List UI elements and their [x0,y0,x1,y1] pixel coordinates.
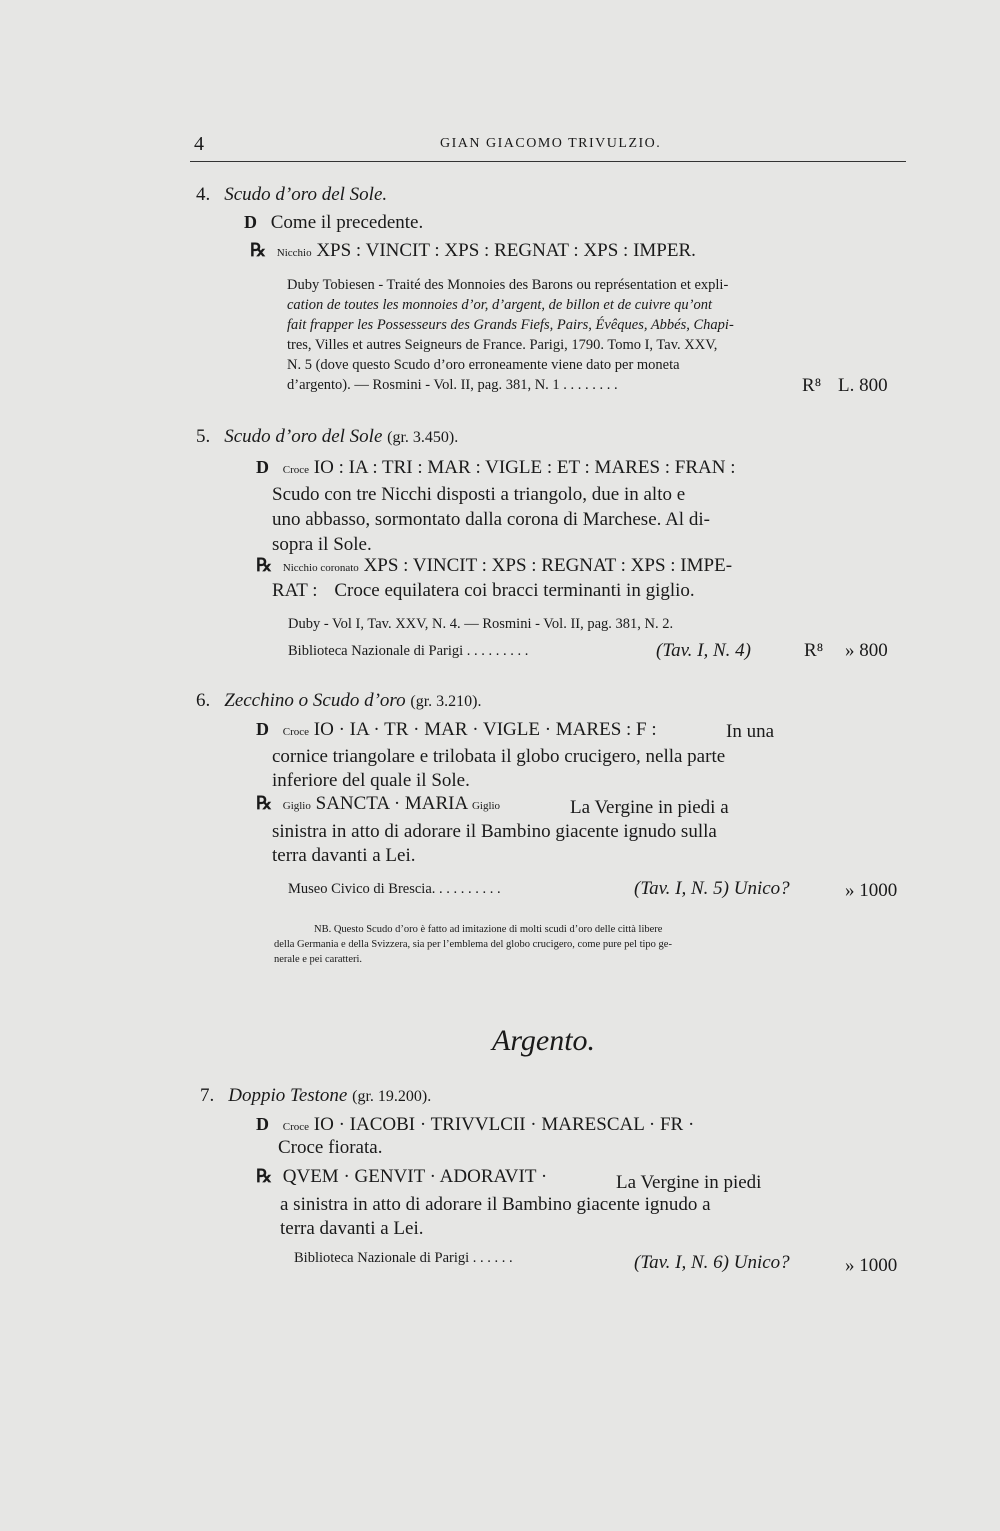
obverse-symbol: D [244,212,257,232]
entry-5-references: Duby - Vol I, Tav. XXV, N. 4. — Rosmini - Vol. II, pag. 381, N. 2. [288,616,674,632]
entry-7-title: 7. Doppio Testone (gr. 19.200). [200,1085,432,1106]
entry-6-obverse-desc: cornice triangolare e trilobata il globo crucigero, nella parte inferiore del quale il Sole. [272,746,726,791]
entry-7-obverse: D Croce IO · IACOBI · TRIVVLCII · MARESCAL · FR · [256,1114,695,1135]
entry-5-obverse-desc: Scudo con tre Nicchi disposti a triangolo, due in alto e uno abbasso, sormontato dalla corona di Marchese. Al di- sopra il Sole. [272,484,710,555]
entry-6-obverse: D Croce IO · IA · TR · MAR · VIGLE · MARES : F : [256,719,657,740]
entry-5-reverse: ℞ Nicchio coronato XPS : VINCIT : XPS : REGNAT : XPS : IMPE- [256,555,733,576]
entry-7-reverse: ℞ QVEM · GENVIT · ADORAVIT · [256,1166,548,1187]
entry-4-title: 4. Scudo d’oro del Sole. [196,184,388,205]
entry-6-note: NB. Questo Scudo d’oro è fatto ad imitazione di molti scudi d’oro delle città libere della Germania e della Svizzera, sia per l’emblema del globo crucigero, come pure pel tipo ge- nerale e pei caratteri. [274,924,672,965]
entry-7-location: Biblioteca Nazionale di Parigi . . . . . . [294,1250,513,1266]
entry-4-price: L. 800 [838,375,888,396]
section-heading: Argento. [492,1024,596,1057]
entry-7-price: » 1000 [845,1255,898,1276]
entry-4-reverse: ℞ Nicchio XPS : VINCIT : XPS : REGNAT : XPS : IMPER. [250,240,696,261]
entry-6-obverse-desc-first: In una [726,721,775,742]
entry-6-price: » 1000 [845,880,898,901]
entry-6-plate: (Tav. I, N. 5) Unico? [634,878,790,899]
entry-6-title: 6. Zecchino o Scudo d’oro (gr. 3.210). [196,690,482,711]
entry-6-reverse: ℞ Giglio SANCTA · MARIA Giglio [256,793,501,814]
entry-5-plate: (Tav. I, N. 4) [656,640,751,661]
entry-5-reverse-desc: RAT : Croce equilatera coi bracci terminanti in giglio. [272,580,695,601]
running-title: GIAN GIACOMO TRIVULZIO. [440,136,662,151]
entry-5-title: 5. Scudo d’oro del Sole (gr. 3.450). [196,426,459,447]
page-number: 4 [194,133,204,155]
entry-4-references: Duby Tobiesen - Traité des Monnoies des Barons ou représentation et expli- cation de toutes les monnoies d’or, d’argent, de billon et de cuivre qu’ont fait frapper les Possesseurs des Grands Fiefs, Pairs, Évêques, Abbés, Chapi- tres, Villes et autres Seigneurs de France. Parigi, 1790. Tomo I, Tav. XXV, N. 5 (dove questo Scudo d’oro erroneamente viene dato per moneta d’argento). — Rosmini - Vol. II, pag. 381, N. 1 . . . . . . . . [287,277,734,393]
entry-6-location: Museo Civico di Brescia. . . . . . . . . . [288,881,501,897]
entry-5-rarity: R⁸ [804,640,824,661]
entry-5-price: » 800 [845,640,888,661]
entry-4-rarity: R⁸ [802,375,822,396]
entry-7-plate: (Tav. I, N. 6) Unico? [634,1252,790,1273]
entry-5-obverse: D Croce IO : IA : TRI : MAR : VIGLE : ET : MARES : FRAN : [256,457,736,478]
reverse-symbol: ℞ [250,240,267,260]
entry-7-reverse-desc-first: La Vergine in piedi [616,1172,762,1193]
header-rule [190,161,906,162]
entry-7-obverse-desc: Croce fiorata. [278,1137,383,1158]
entry-7-reverse-desc: a sinistra in atto di adorare il Bambino giacente ignudo a terra davanti a Lei. [280,1194,711,1239]
entry-6-reverse-desc: sinistra in atto di adorare il Bambino giacente ignudo sulla terra davanti a Lei. [272,821,717,866]
entry-5-location: Biblioteca Nazionale di Parigi . . . . . . . . . [288,643,529,659]
entry-6-reverse-desc-first: La Vergine in piedi a [570,797,729,818]
entry-4-obverse: D Come il precedente. [244,212,424,233]
